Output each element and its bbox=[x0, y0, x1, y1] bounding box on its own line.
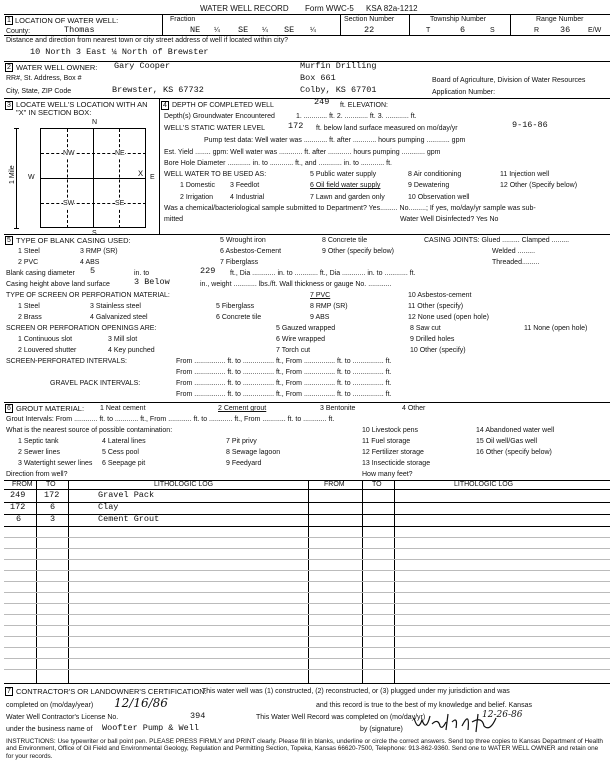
city-value[interactable]: Brewster, KS 67732 bbox=[112, 85, 204, 95]
water-well-record-form: WATER WELL RECORD Form WWC-5 KSA 82a-1212 1 LOCATION OF WATER WELL: County: Thomas Fraction NE ¼ SE ¼ SE ¼ Section Number 22 Township Number T 6 S Range Number R 36 E/W Distance and direction from nearest town or city street address of well if located within city? 10 North 3 East ¼ North of Brewster 2 WATER WELL OWNER: Gary Cooper RR#, St. Address, Box # City, State, ZIP Code Brewster, KS 67732 Murfin Drilling Box 661 Colby, KS 67701 Board of Agriculture, Division of Water Resources Application Number: 3 LOCATE WELL'S LOCATION WITH AN "X" IN SECTION BOX: N S W E 1 Mile NW NE SW SE X 4 DEPTH OF COMPLETED WELL 249 ft. ELEVATION: Depth(s) Groundwater Encountered 1. ............ ft. 2. ............ ft. 3. ............ ft. WELL'S STATIC WATER LEVEL 172 ft. below land surface measured on mo/day/yr 9-16-86 Pump test data: Well water was ............ ft. after ............ hours pumping ............ gpm Est. Yield ........ gpm: Well water was ............ ft. after ............ hours pumping ............ gpm Bore Hole Diameter ............ in. to ............ ft., and ............ in. to ............ ft. WELL WATER TO BE USED AS: 1 Domestic 3 Feedlot 5 Public water supply 8 Air conditioning 11 Injection well 2 Irrigation 4 Industrial 6 Oil field water supply 7 Lawn and garden only 9 Dewatering 12 Other (Specify below) 10 Observation well Was a chemical/bacteriological sample submitted to Department? Yes......... No.........; If yes, mo/day/yr sample was sub- mitted Water Well Disinfected? Yes No 5 TYPE OF BLANK CASING USED: 1 Steel 3 RMP (SR) 5 Wrought iron 6 Asbestos-Cement 8 Concrete tile 9 Other (specify below) 2 PVC 4 ABS 7 Fiberglass CASING JOINTS: Glued ......... Clamped ......... Welded ......... Threaded......... Blank casing diameter 5 in. to 229 ft., Dia ............ in. to ............ ft., Dia ............ in. to ............ ft. Casing height above land surface 3 Below in., weight ............ lbs./ft. Wall thickness or gauge No. ............ TYPE OF SCREEN OR PERFORATION MATERIAL: 1 Steel 3 Stainless steel 5 Fiberglass 7 PVC 10 Asbestos-cement 2 Brass 4 Galvanized steel 6 Concrete tile 8 RMP (SR) 9 ABS 11 Other (specify) 12 None used (open hole) SCREEN OR PERFORATION OPENINGS ARE: 1 Continuous slot 3 Mill slot 5 Gauzed wrapped 6 Wire wrapped 7 Torch cut 8 Saw cut 9 Drilled holes 10 Other (specify) 11 None (open hole) 2 Louvered shutter 4 Key punched SCREEN-PERFORATED INTERVALS: From ................ ft. to ................ ft., From ................ ft. to ................ ft. From ................ ft. to ................ ft., From ................ ft. to ................ ft. GRAVEL PACK INTERVALS: From ................ ft. to ................ ft., From ................ ft. to ................ ft. From ................ ft. to ................ ft., From ................ ft. to ................ ft. 6 GROUT MATERIAL: 1 Neat cement 2 Cement grout 3 Bentonite 4 Other Grout Intervals: From ............ ft. to ............ ft., From ............ ft. to ............ ft., From ............ ft. to ............ ft. What is the nearest source of possible contamination: 1 Septic tank 4 Lateral lines 7 Pit privy 10 Livestock pens 14 Abandoned water well 2 Sewer lines 5 Cess pool 8 Sewage lagoon 11 Fuel storage 15 Oil well/Gas well 3 Watertight sewer lines 6 Seepage pit 9 Feedyard 12 Fertilizer storage 16 Other (specify below) 13 Insecticide storage Direction from well? How many feet? FROM TO LITHOLOGIC LOG FROM TO LITHOLOGIC LOG 249 172 Gravel Pack 172 6 Clay 6 3 Cement Grout 7 CONTRACTOR'S OR LANDOWNER'S CERTIFICATION: This water well was (1) constructed, (2) reconstructed, or (3) plugged under my jurisdiction and was completed on (mo/day/year) 12/16/86 and this record is true to the best of my knowledge and belief. Kansas Water Well Contractor's License No. 394 This Water Well Record was completed on (mo/day/yr) 12-26-86 under the business name of Woofter Pump & Well by (signature) INSTRUCTIONS: Use typewriter or ball point pen. PLEASE PRESS FIRMLY and PRINT clearly. Please fill in blanks, underline or circle the correct answers. Send top three copies to Kansas Department of Health and Environment, Office of Oil Field and Environmental Geology, Regulation and Permitting Section, Topeka, Kansas 66620-7500, Telephone: 913-862-9360. Send one to WATER WELL OWNER and retain one for your records. bbox=[4, 4, 610, 769]
casing-depth[interactable]: 229 bbox=[200, 266, 216, 276]
log-title-right: LITHOLOGIC LOG bbox=[454, 481, 514, 488]
screen-pvc[interactable]: 7 PVC bbox=[310, 292, 331, 299]
depth-label: DEPTH OF COMPLETED WELL bbox=[172, 102, 274, 109]
distance-value[interactable]: 10 North 3 East ¼ North of Brewster bbox=[30, 47, 209, 57]
section-number-value[interactable]: 22 bbox=[364, 25, 375, 35]
form-ksa: KSA 82a-1212 bbox=[366, 4, 418, 13]
form-title: WATER WELL RECORD bbox=[200, 4, 289, 13]
county-value[interactable]: Thomas bbox=[64, 25, 95, 35]
receipt-line2: Box 661 bbox=[300, 73, 336, 83]
township-value[interactable]: 6 bbox=[460, 25, 466, 35]
owner-label: WATER WELL OWNER: bbox=[16, 63, 98, 72]
locate-label: LOCATE WELL'S LOCATION WITH AN "X" IN SECTION BOX: bbox=[16, 100, 148, 117]
use-oil-field[interactable]: 6 Oil field water supply bbox=[310, 182, 381, 189]
casing-height[interactable]: 3 Below bbox=[134, 277, 170, 287]
section-number-label: Section Number bbox=[344, 16, 395, 23]
table-row: 249 172 Gravel Pack bbox=[10, 490, 155, 500]
board-text: Board of Agriculture, Division of Water Resources bbox=[432, 77, 586, 84]
form-number: Form WWC-5 bbox=[305, 4, 354, 13]
static-label: WELL'S STATIC WATER LEVEL bbox=[164, 125, 266, 132]
fraction-q3[interactable]: SE bbox=[284, 25, 295, 35]
instructions-text: INSTRUCTIONS: Use typewriter or ball point pen. PLEASE PRESS FIRMLY and PRINT clearly. Please fill in blanks, underline or circle the correct answers. Send top three copies to Kansas Department of Health and Environment, Office of Oil Field and Environmental Geology, Regulation and Permitting Section, Topeka, Kansas 66620-7500, Telephone: 913-862-9360. Send one to WATER WELL OWNER and retain one for your records. bbox=[6, 738, 603, 760]
fraction-q1[interactable]: NE bbox=[190, 25, 201, 35]
fraction-label: Fraction bbox=[170, 16, 196, 23]
log-title-left: LITHOLOGIC LOG bbox=[154, 481, 214, 488]
completed-date[interactable]: 12/16/86 bbox=[114, 696, 168, 710]
receipt-line1: Murfin Drilling bbox=[300, 61, 377, 71]
application-label: Application Number: bbox=[432, 89, 496, 96]
casing-diameter[interactable]: 5 bbox=[90, 266, 96, 276]
fraction-q2[interactable]: SE bbox=[238, 25, 249, 35]
city-label: City, State, ZIP Code bbox=[6, 88, 72, 95]
range-value[interactable]: 36 bbox=[560, 25, 571, 35]
business-name[interactable]: Woofter Pump & Well bbox=[102, 723, 199, 733]
grout-cement[interactable]: 2 Cement grout bbox=[218, 405, 267, 412]
range-label: Range Number bbox=[536, 16, 584, 23]
section-number-1: 1 bbox=[5, 16, 13, 25]
well-location-mark: X bbox=[138, 169, 144, 179]
section-box[interactable]: NW NE SW SE X bbox=[40, 128, 146, 228]
location-label: LOCATION OF WATER WELL: bbox=[15, 16, 119, 25]
distance-label: Distance and direction from nearest town or city street address of well if located within city? bbox=[6, 37, 289, 44]
mile-label: 1 Mile bbox=[9, 165, 16, 184]
table-row: 172 6 Clay bbox=[10, 502, 119, 512]
static-date[interactable]: 9-16-86 bbox=[512, 120, 548, 130]
table-row: 6 3 Cement Grout bbox=[16, 514, 160, 524]
receipt-line3: Colby, KS 67701 bbox=[300, 85, 377, 95]
static-value[interactable]: 172 bbox=[288, 121, 304, 131]
depth-value[interactable]: 249 bbox=[314, 97, 330, 107]
county-label: County: bbox=[6, 28, 31, 35]
township-label: Township Number bbox=[430, 16, 487, 23]
contractor-signature bbox=[412, 708, 508, 736]
record-date[interactable]: 12-26-86 bbox=[482, 710, 523, 720]
license-number[interactable]: 394 bbox=[190, 711, 206, 721]
owner-value[interactable]: Gary Cooper bbox=[114, 61, 171, 71]
address-label: RR#, St. Address, Box # bbox=[6, 75, 82, 82]
